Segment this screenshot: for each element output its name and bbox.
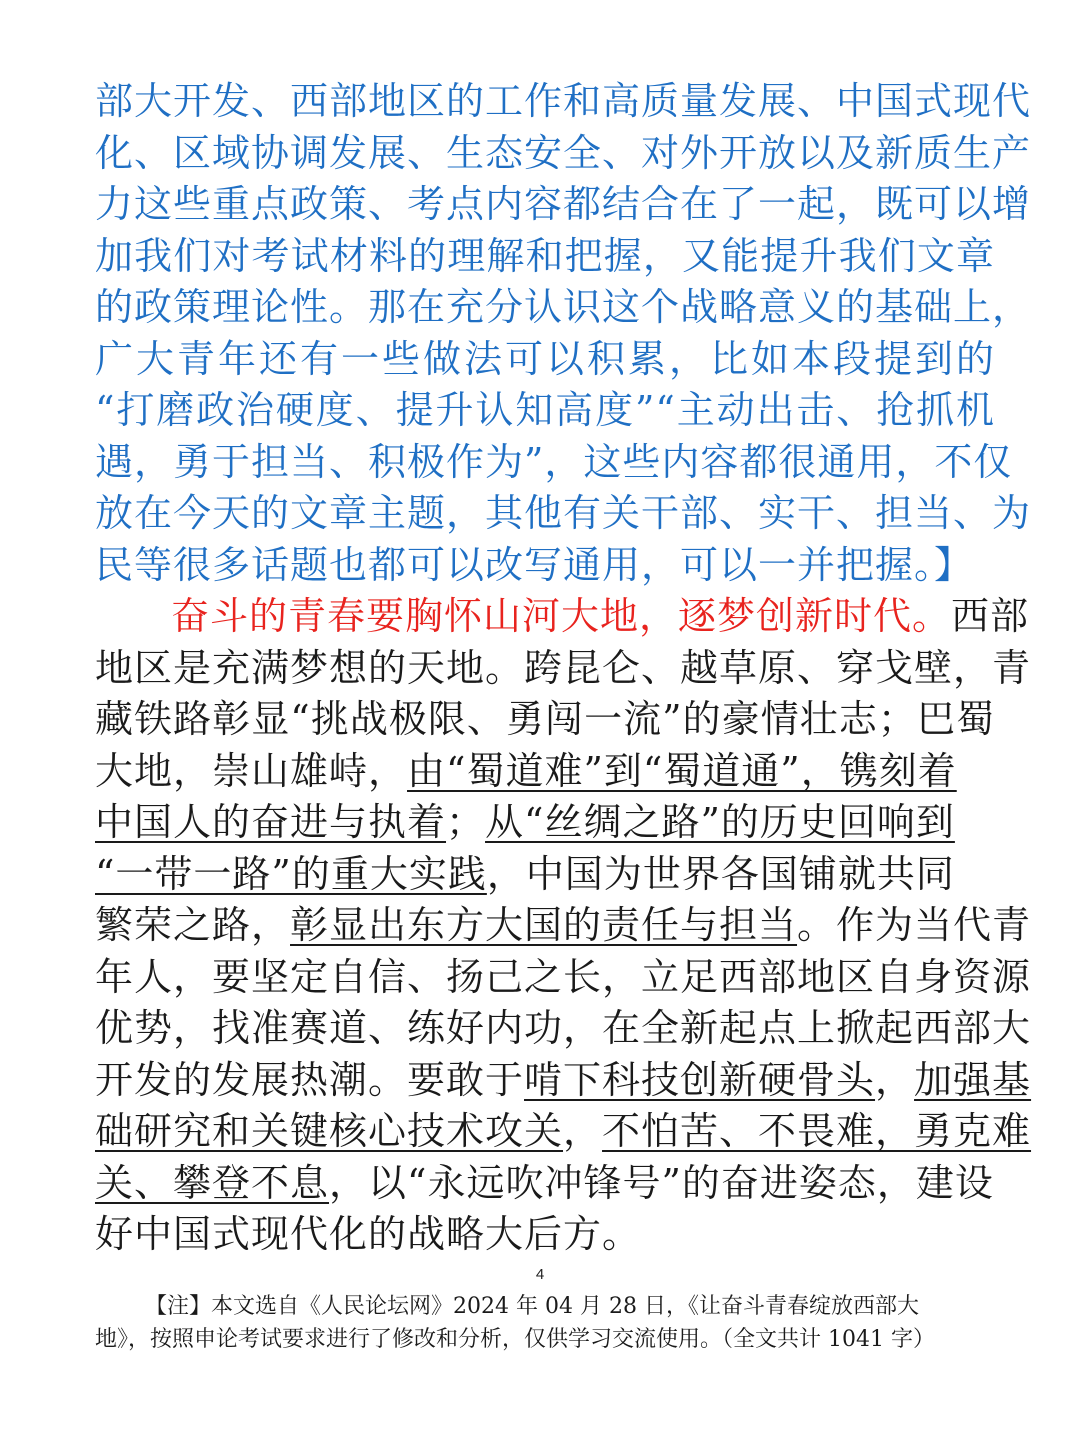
body-text: ，以“永远吹冲锋号”的奋进姿态，建设 xyxy=(329,1160,994,1205)
underlined-phrase: 础研究和关键核心技术攻关 xyxy=(95,1109,564,1153)
body-line-10 xyxy=(95,1055,1032,1107)
underlined-phrase: 加强基 xyxy=(914,1057,1032,1102)
underlined-phrase: 关、攀登不息 xyxy=(95,1160,330,1205)
commentary-line-last: 民等很多话题也都可以改写通用，可以一并把握。】 xyxy=(95,542,974,587)
body-text: ，中国为世界各国铺就共同 xyxy=(486,851,955,896)
body-text: 大地，崇山雄峙， xyxy=(95,748,408,793)
body-line-7 xyxy=(95,900,1032,952)
body-line-13: 好中国式现代化的战略大后方。 xyxy=(95,1212,642,1256)
commentary-line: 遇，勇于担当、积极作为”，这些内容都很通用，不仅 xyxy=(95,439,1013,484)
commentary-line: 广大青年还有一些做法可以积累，比如本段提到的 xyxy=(95,336,995,381)
commentary-line: 的政策理论性。那在充分认识这个战略意义的基础上， xyxy=(95,285,1032,329)
body-line-12 xyxy=(95,1158,995,1210)
commentary-line: 放在今天的文章主题，其他有关干部、实干、担当、为 xyxy=(95,491,1032,535)
commentary-paragraph xyxy=(95,76,1032,591)
body-text: 开发的发展热潮。要敢于 xyxy=(95,1057,525,1102)
underlined-phrase: 从“丝绸之路”的历史回响到 xyxy=(485,800,955,844)
body-line-9: 优势，找准赛道、练好内功，在全新起点上掀起西部大 xyxy=(95,1006,1032,1050)
body-line-11 xyxy=(95,1106,1032,1158)
source-note xyxy=(95,1290,985,1356)
body-text: ； xyxy=(446,800,486,844)
body-text: 繁荣之路， xyxy=(95,903,291,947)
body-line-6 xyxy=(95,849,995,901)
body-text: ， xyxy=(875,1057,915,1102)
body-text: ， xyxy=(563,1109,603,1153)
commentary-line: 加我们对考试材料的理解和把握，又能提升我们文章 xyxy=(95,233,995,278)
note-line-2: 地》，按照申论考试要求进行了修改和分析，仅供学习交流使用。（全文共计 1041 字） xyxy=(95,1327,935,1352)
body-paragraph xyxy=(95,591,1032,1261)
body-text: 。作为当代青 xyxy=(797,903,1032,947)
underlined-phrase: 中国人的奋进与执着 xyxy=(95,800,447,844)
commentary-line: 力这些重点政策、考点内容都结合在了一起，既可以增 xyxy=(95,182,1032,226)
underlined-phrase: 彰显出东方大国的责任与担当 xyxy=(290,903,798,947)
body-line-5 xyxy=(95,797,995,849)
underlined-phrase: “一带一路”的重大实践 xyxy=(95,851,487,896)
underlined-phrase: 由“蜀道难”到“蜀道通”，镌刻着 xyxy=(407,748,957,793)
underlined-phrase: 不怕苦、不畏难，勇克难 xyxy=(602,1109,1032,1153)
underlined-phrase: 啃下科技创新硬骨头 xyxy=(524,1057,876,1102)
commentary-line: 部大开发、西部地区的工作和高质量发展、中国式现代 xyxy=(95,79,1032,123)
body-line-2: 地区是充满梦想的天地。跨昆仑、越草原、穿戈壁，青 xyxy=(95,645,1032,690)
commentary-line: 化、区域协调发展、生态安全、对外开放以及新质生产 xyxy=(95,130,1032,175)
body-text: 西部 xyxy=(951,594,1030,638)
body-line-8: 年人，要坚定自信、扬己之长，立足西部地区自身资源 xyxy=(95,954,1032,999)
page-number: 4 xyxy=(535,1266,545,1283)
commentary-line: “打磨政治硬度、提升认知高度”“主动出击、抢抓机 xyxy=(95,388,995,432)
body-line-4 xyxy=(95,746,995,798)
body-line-3: 藏铁路彰显“挑战极限、勇闯一流”的豪情壮志；巴蜀 xyxy=(95,697,995,741)
body-line-1 xyxy=(95,591,1030,643)
note-line-1: 【注】本文选自《人民论坛网》2024 年 04 月 28 日，《让奋斗青春绽放西部大 xyxy=(145,1294,919,1319)
topic-sentence: 奋斗的青春要胸怀山河大地，逐梦创新时代。 xyxy=(171,594,952,638)
